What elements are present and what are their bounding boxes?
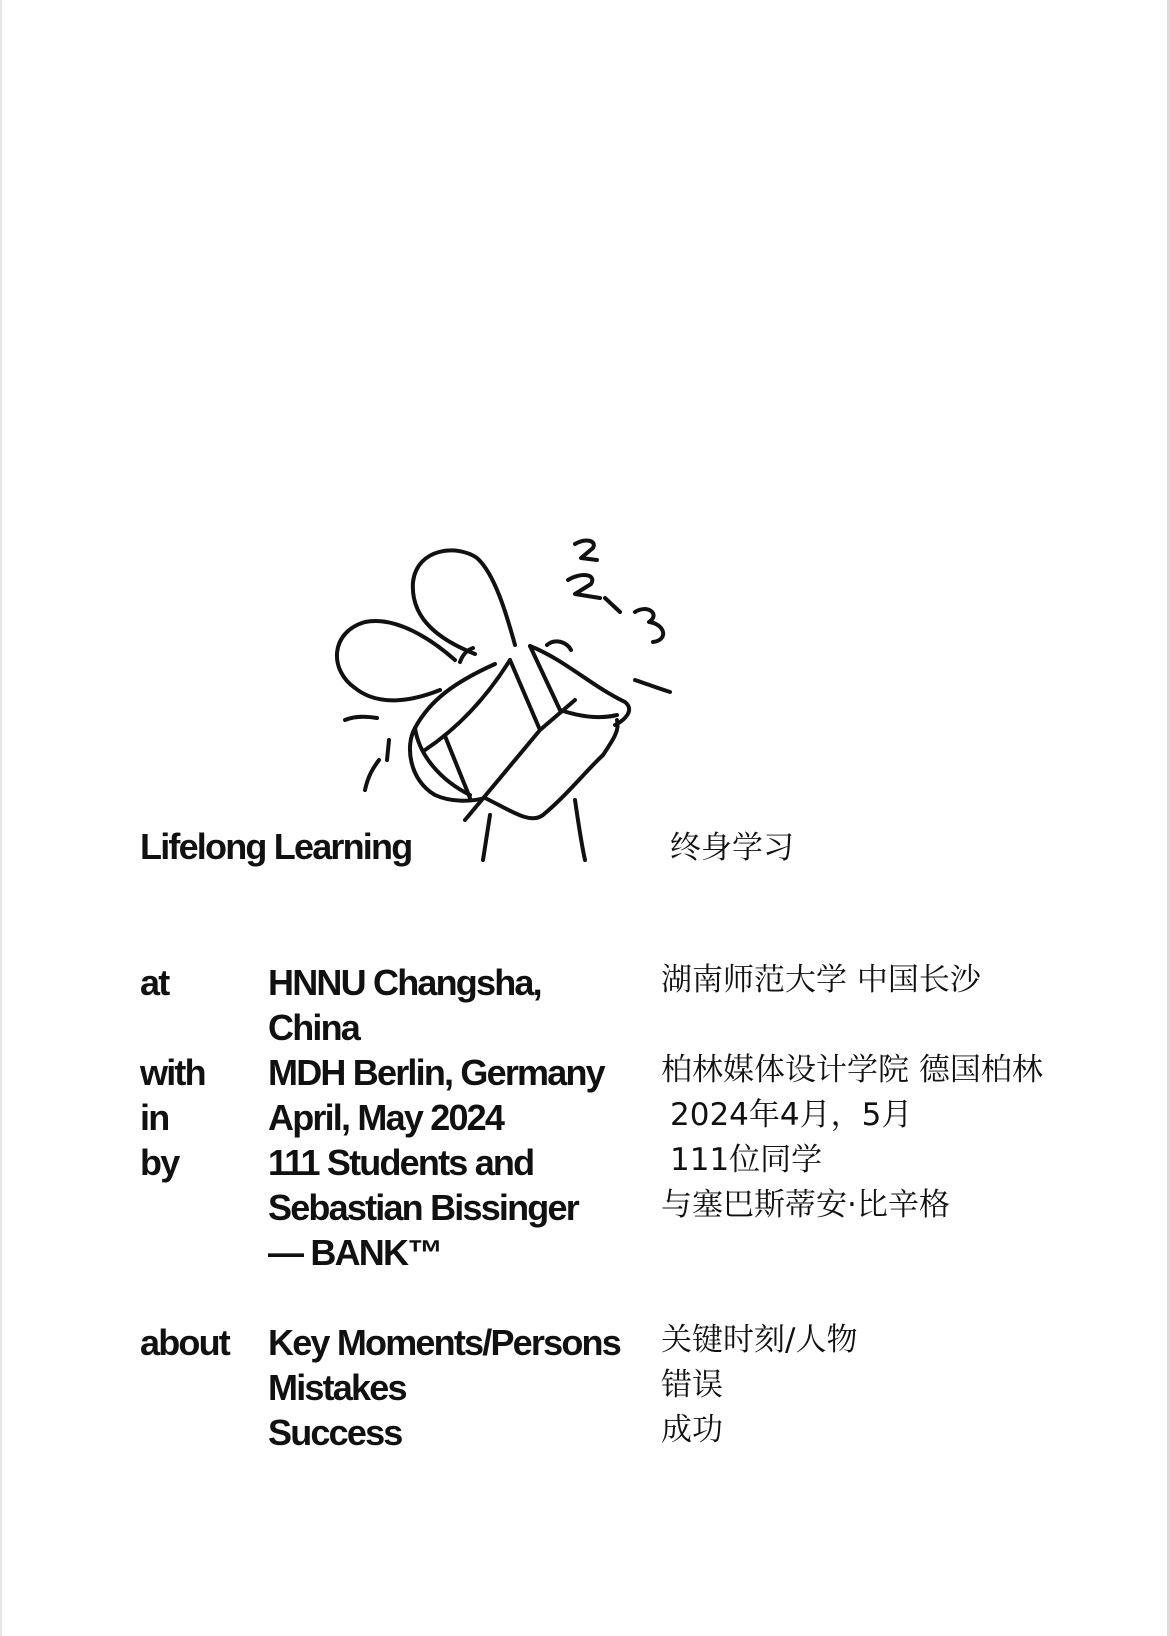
value-at-line-2: China: [268, 1007, 360, 1048]
zh-about-key-moments: 关键时刻/人物: [661, 1322, 858, 1358]
zh-with: 柏林媒体设计学院 德国柏林: [661, 1052, 1043, 1088]
label-at: at: [140, 962, 169, 1003]
zh-by-line-2: 与塞巴斯蒂安·比辛格: [661, 1187, 950, 1223]
about-item-key-moments: Key Moments/Persons: [268, 1322, 620, 1363]
zh-about-success: 成功: [661, 1412, 723, 1448]
label-by: by: [140, 1142, 179, 1183]
title-chinese: 终身学习: [670, 830, 794, 866]
zh-in: 2024年4月，5月: [670, 1097, 913, 1133]
value-in: April, May 2024: [268, 1097, 504, 1138]
zh-about-mistakes: 错误: [661, 1367, 723, 1403]
value-by-line-3: — BANK™: [268, 1232, 442, 1273]
page-edge-left: [0, 0, 2, 1636]
label-about: about: [140, 1322, 229, 1363]
zh-by-line-1: 111位同学: [670, 1142, 823, 1178]
label-with: with: [140, 1052, 205, 1093]
value-by-line-1: 111 Students and: [268, 1142, 534, 1183]
about-item-success: Success: [268, 1412, 402, 1453]
about-item-mistakes: Mistakes: [268, 1367, 406, 1408]
value-at-line-1: HNNU Changsha,: [268, 962, 541, 1003]
value-by-line-2: Sebastian Bissinger: [268, 1187, 578, 1228]
label-in: in: [140, 1097, 169, 1138]
value-with: MDH Berlin, Germany: [268, 1052, 604, 1093]
zh-at: 湖南师范大学 中国长沙: [661, 962, 981, 998]
title-english: Lifelong Learning: [140, 826, 412, 867]
